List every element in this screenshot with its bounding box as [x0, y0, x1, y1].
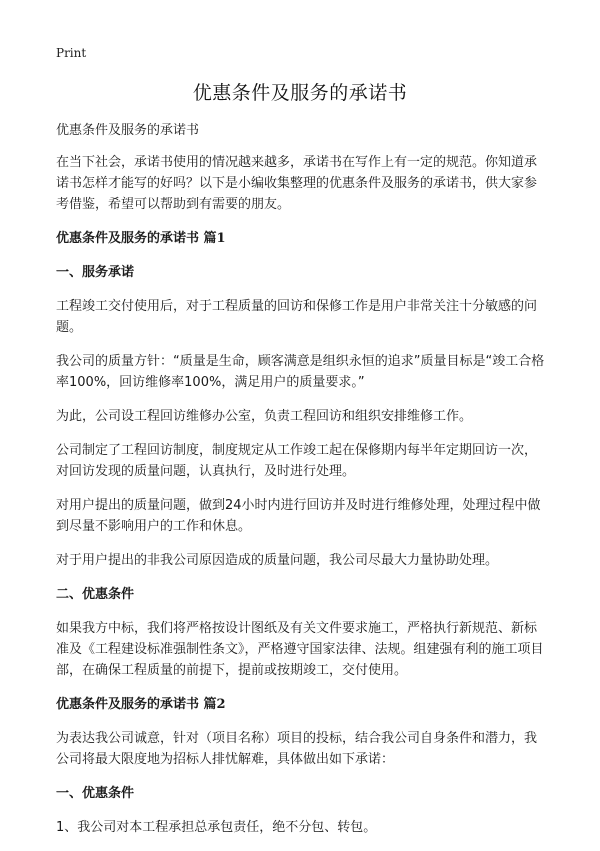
- print-link[interactable]: Print: [56, 46, 87, 60]
- paragraph: 对于用户提出的非我公司原因造成的质量问题，我公司尽最大力量协助处理。: [56, 553, 499, 568]
- section-1-heading-service: 一、服务承诺: [56, 265, 135, 280]
- document-subtitle: 优惠条件及服务的承诺书: [56, 123, 200, 138]
- paragraph: 如果我方中标，我们将严格按设计图纸及有关文件要求施工，严格执行新规范、新标准及《工程建设标准强制性条文》，严格遵守国家法律、法规。组建强有利的施工项目部，在确保工程质量的前提下，提前或按期竣工，交付使用。: [56, 621, 544, 678]
- section-1-heading-discount: 二、优惠条件: [56, 587, 135, 602]
- intro-paragraph: 在当下社会，承诺书使用的情况越来越多，承诺书在写作上有一定的规范。你知道承诺书怎样才能写的好吗？以下是小编收集整理的优惠条件及服务的承诺书，供大家参考借鉴，希望可以帮助到有需要的朋友。: [56, 155, 538, 212]
- paragraph: 为表达我公司诚意，针对（项目名称）项目的投标，结合我公司自身条件和潜力，我公司将最大限度地为招标人排忧解难，具体做出如下承诺：: [56, 731, 538, 767]
- section-2-heading-discount: 一、优惠条件: [56, 786, 135, 801]
- paragraph: 公司制定了工程回访制度，制度规定从工作竣工起在保修期内每半年定期回访一次，对回访发现的质量问题，认真执行，及时进行处理。: [56, 443, 538, 479]
- document-body: [56, 120, 546, 851]
- paragraph: 为此，公司设工程回访维修办公室，负责工程回访和组织安排维修工作。: [56, 409, 473, 424]
- page-title: 优惠条件及服务的承诺书: [192, 82, 408, 104]
- section-1-title: 优惠条件及服务的承诺书 篇1: [56, 231, 226, 246]
- paragraph: 工程竣工交付使用后，对于工程质量的回访和保修工作是用户非常关注十分敏感的问题。: [56, 299, 538, 335]
- paragraph: 我公司的质量方针：“质量是生命，顾客满意是组织永恒的追求”质量目标是“竣工合格率100%，回访维修率100%，满足用户的质量要求。”: [56, 354, 545, 390]
- section-2-title: 优惠条件及服务的承诺书 篇2: [56, 697, 226, 712]
- paragraph: 1、我公司对本工程承担总承包责任，绝不分包、转包。: [56, 820, 377, 835]
- paragraph: 对用户提出的质量问题，做到24小时内进行回访并及时进行维修处理，处理过程中做到尽量不影响用户的工作和休息。: [56, 498, 541, 534]
